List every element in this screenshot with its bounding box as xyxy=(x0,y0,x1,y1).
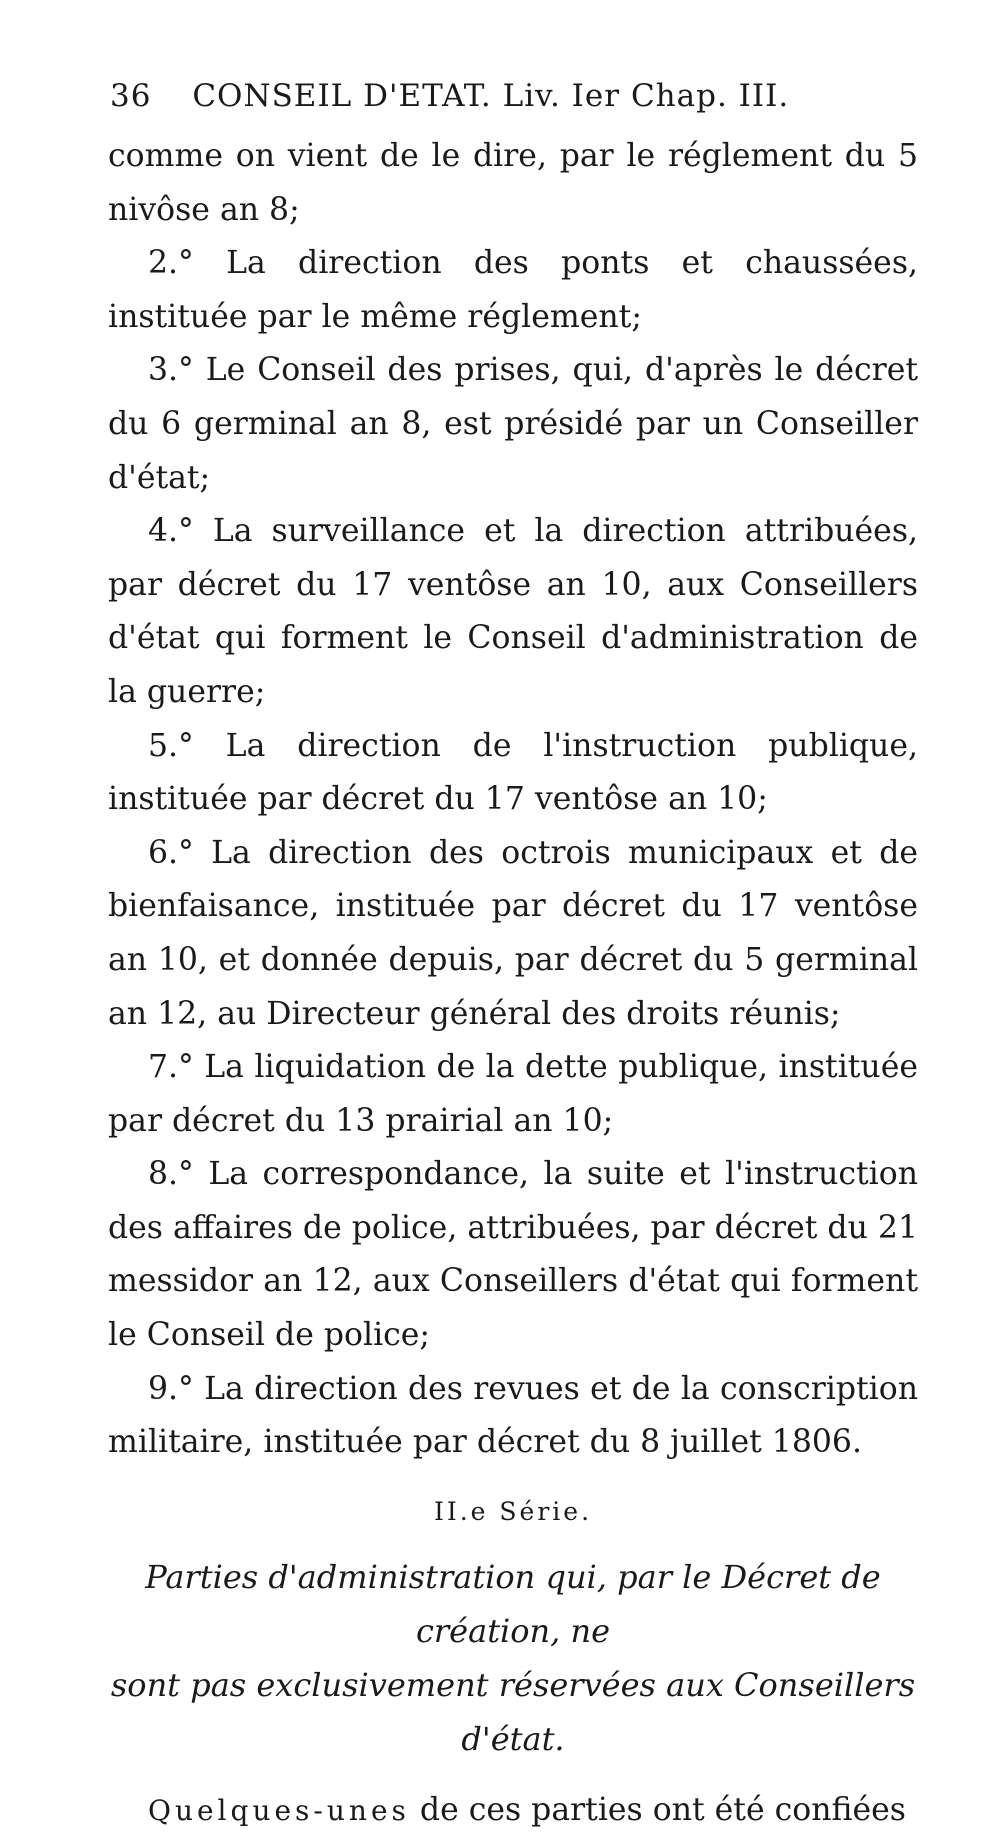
section-subtitle xyxy=(108,1550,918,1766)
list-item-7: 7.° La liquidation de la dette publique, instituée par décret du 13 prairial an 10; xyxy=(108,1049,918,1139)
list-item-3: 3.° Le Conseil des prises, qui, d'après le décret du 6 germinal an 8, est présidé par un Conseiller d'état; xyxy=(108,352,918,496)
continued-paragraph: comme on vient de le dire, par le réglement du 5 nivôse an 8; xyxy=(108,138,918,228)
page-body xyxy=(108,130,918,1837)
subtitle-line-2: sont pas exclusivement réservées aux Conseillers d'état. xyxy=(110,1665,916,1758)
list-item-2: 2.° La direction des ponts et chaussées, instituée par le même réglement; xyxy=(108,245,918,335)
opening-small-caps: Quelques-unes xyxy=(148,1793,410,1827)
list-item-4: 4.° La surveillance et la direction attribuées, par décret du 17 ventôse an 10, aux Conseillers d'état qui forment le Conseil d'administration de la guerre; xyxy=(108,513,918,710)
running-title: CONSEIL D'ETAT. Liv. Ier Chap. III. xyxy=(192,78,790,114)
list-item-6: 6.° La direction des octrois municipaux et de bienfaisance, instituée par décret du 17 ventôse an 10, et donnée depuis, par décret du 5 germinal an 12, au Directeur général des droits réunis; xyxy=(108,834,918,1032)
list-item-5: 5.° La direction de l'instruction publique, instituée par décret du 17 ventôse an 10; xyxy=(108,727,918,818)
subtitle-line-1: Parties d'administration qui, par le Décret de création, ne xyxy=(145,1557,881,1650)
opening-paragraph xyxy=(108,1784,918,1837)
list-item-9: 9.° La direction des revues et de la conscription militaire, instituée par décret du 8 juillet 1806. xyxy=(108,1370,918,1461)
page-number: 36 xyxy=(110,78,152,114)
list-item-8: 8.° La correspondance, la suite et l'instruction des affaires de police, attribuées, par décret du 21 messidor an 12, aux Conseillers d'état qui forment le Conseil de police; xyxy=(108,1156,918,1354)
series-heading: II.e Série. xyxy=(433,1496,593,1526)
opening-text: de ces parties ont été confiées xyxy=(409,1791,906,1828)
running-header xyxy=(110,78,789,114)
